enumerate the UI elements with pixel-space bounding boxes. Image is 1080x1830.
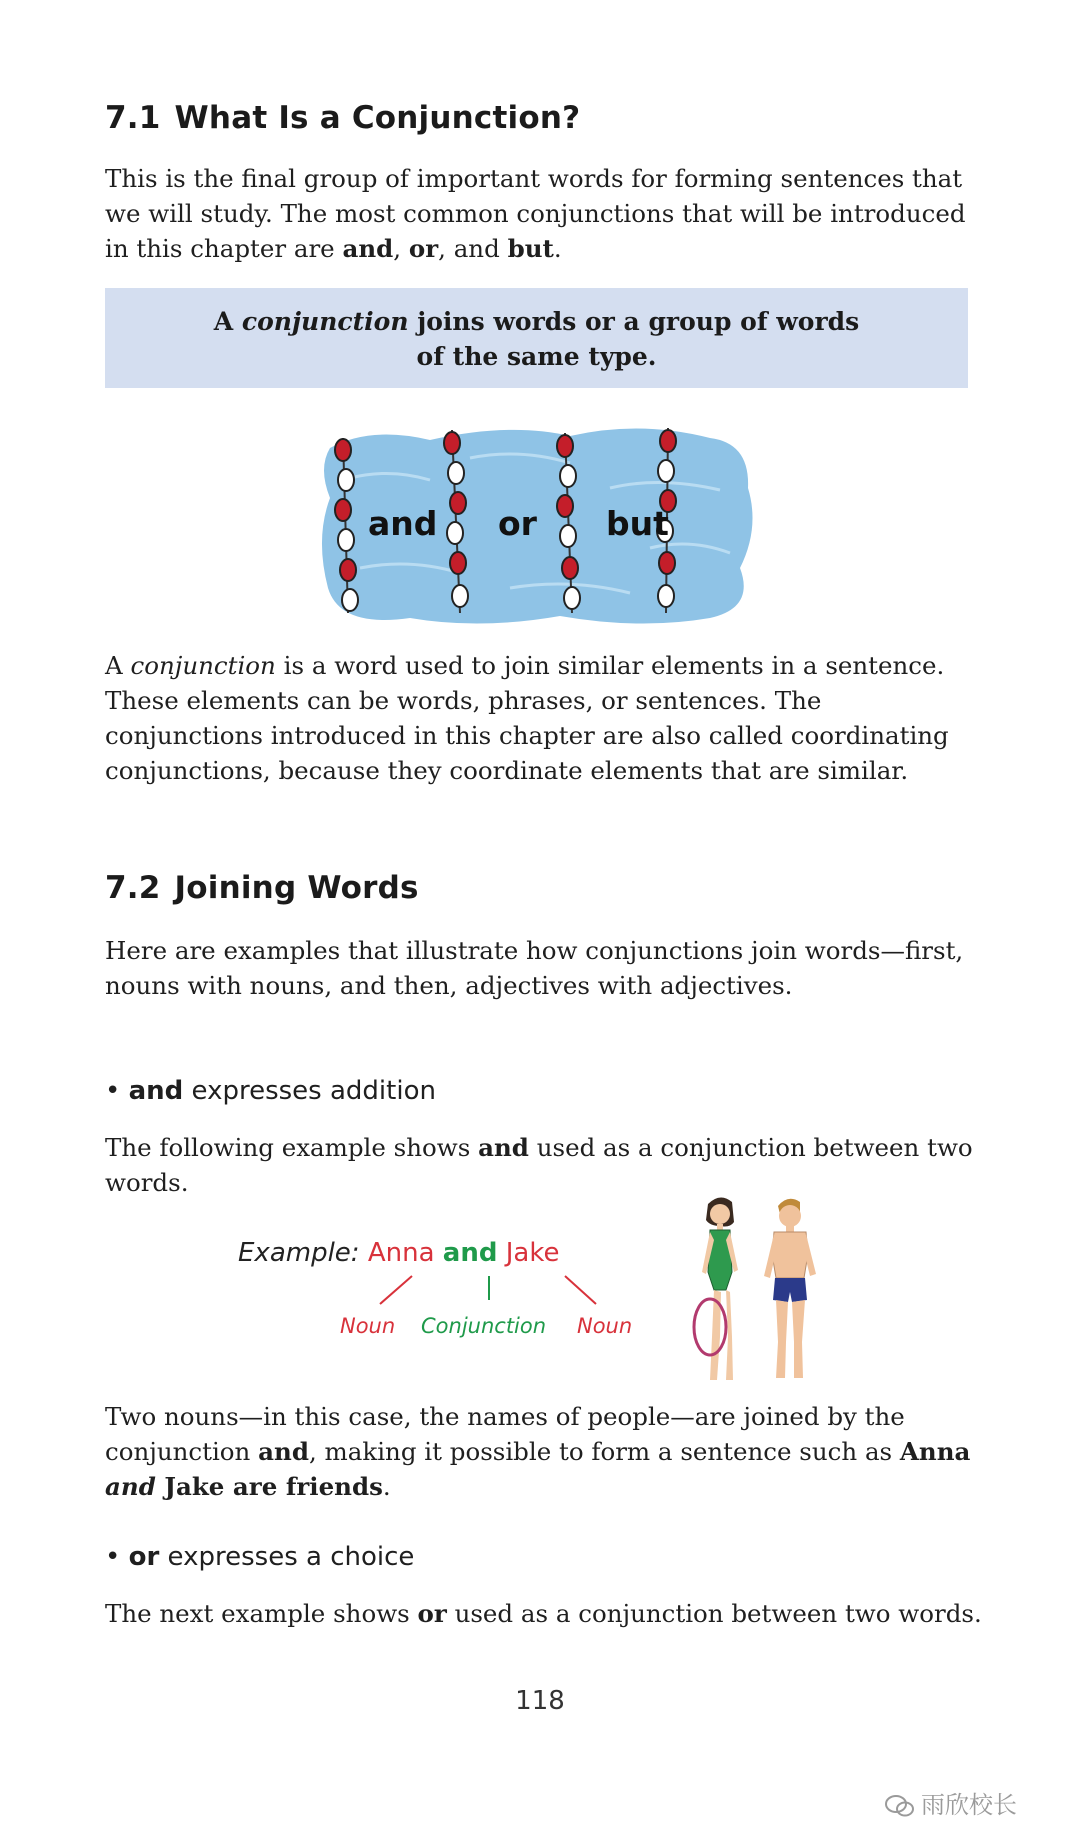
anna-figure <box>694 1197 738 1380</box>
p3-end: . <box>382 1472 391 1501</box>
jake-figure <box>764 1199 816 1378</box>
or-intro-rest: used as a conjunction between two words. <box>446 1599 982 1628</box>
and-intro-keyword: and <box>478 1133 529 1162</box>
p3-pre: Two nouns—in this case, the names of people—are joined by the conjunction <box>105 1402 905 1466</box>
pos-noun-1: Noun <box>340 1314 396 1338</box>
and-example-intro <box>105 1130 985 1200</box>
intro-or: or <box>408 234 439 263</box>
definition-text <box>105 288 968 374</box>
section-7-1-heading <box>105 100 580 136</box>
section-number: 7.2 <box>105 870 161 906</box>
section-title: Joining Words <box>174 870 419 906</box>
or-example-intro <box>105 1596 985 1631</box>
or-intro-keyword: or <box>417 1599 447 1628</box>
p2-pre: A <box>105 651 131 680</box>
pool-word-or: or <box>498 504 537 543</box>
conjunction-explanation <box>105 648 985 788</box>
p3-sentence-and: and <box>105 1472 156 1501</box>
intro-comma1: , <box>393 234 409 263</box>
definition-box <box>105 288 968 388</box>
intro-but: but <box>507 234 554 263</box>
and-intro-rest: used as a conjunction between two words. <box>105 1133 973 1197</box>
intro-end: . <box>553 234 562 263</box>
watermark-text: 雨欣校长 <box>921 1791 1017 1819</box>
bullet-and-keyword: and <box>128 1076 184 1106</box>
p3-sentence-b: Jake are friends <box>155 1472 383 1501</box>
intro-paragraph <box>105 161 985 266</box>
bullet-or-text: expresses a choice <box>159 1542 415 1572</box>
anna-jake-explanation <box>105 1399 985 1504</box>
wechat-icon <box>885 1795 915 1817</box>
bullet-and-text: expresses addition <box>183 1076 436 1106</box>
def-pre: A <box>213 307 242 336</box>
pos-conjunction: Conjunction <box>421 1314 547 1338</box>
bullet-or: • or expresses a choice <box>105 1542 415 1572</box>
def-term: conjunction <box>241 307 409 336</box>
bullet-and: • and expresses addition <box>105 1076 436 1106</box>
example-label: Example: <box>238 1238 368 1268</box>
example-sentence <box>238 1238 559 1268</box>
intro-and: and <box>342 234 394 263</box>
section-number: 7.1 <box>105 100 161 136</box>
joining-words-intro: Here are examples that illustrate how conjunctions join words—first, nouns with nouns, and then, adjectives with adjectives. <box>105 936 964 1000</box>
page-number: 118 <box>515 1686 565 1716</box>
pool-illustration <box>310 418 760 630</box>
example-connector-lines <box>370 1272 610 1308</box>
example-word-jake: Jake <box>505 1238 560 1268</box>
p3-sentence-a: Anna <box>899 1437 971 1466</box>
example-word-anna: Anna <box>367 1238 435 1268</box>
pool-word-and: and <box>368 504 438 543</box>
p2-rest: is a word used to join similar elements in a sentence. These elements can be words, phrases, or sentences. The conjunctions introduced in this chapter are also called coordinating conjunctions, because they coordinate elements that are similar. <box>105 651 949 785</box>
def-line2: of the same type. <box>416 342 657 371</box>
example-word-and: and <box>442 1238 498 1268</box>
def-line1: joins words or a group of words <box>408 307 860 336</box>
p2-term: conjunction <box>130 651 276 680</box>
p3-mid: , making it possible to form a sentence such as <box>308 1437 900 1466</box>
anna-and-jake-image <box>690 1192 840 1388</box>
intro-comma2: , and <box>438 234 508 263</box>
intro-text: This is the final group of important words for forming sentences that we will study. The most common conjunctions that will be introduced in this chapter are <box>105 164 966 263</box>
line-to-noun2 <box>565 1276 596 1304</box>
line-to-noun1 <box>380 1276 412 1304</box>
p3-keyword: and <box>258 1437 309 1466</box>
watermark <box>885 1785 1017 1820</box>
bullet-or-keyword: or <box>128 1542 160 1572</box>
pool-word-but: but <box>606 504 669 543</box>
or-intro-pre: The next example shows <box>105 1599 418 1628</box>
section-title: What Is a Conjunction? <box>174 100 581 136</box>
and-intro-pre: The following example shows <box>105 1133 479 1162</box>
section-7-2-heading <box>105 870 419 906</box>
pos-noun-2: Noun <box>577 1314 633 1338</box>
